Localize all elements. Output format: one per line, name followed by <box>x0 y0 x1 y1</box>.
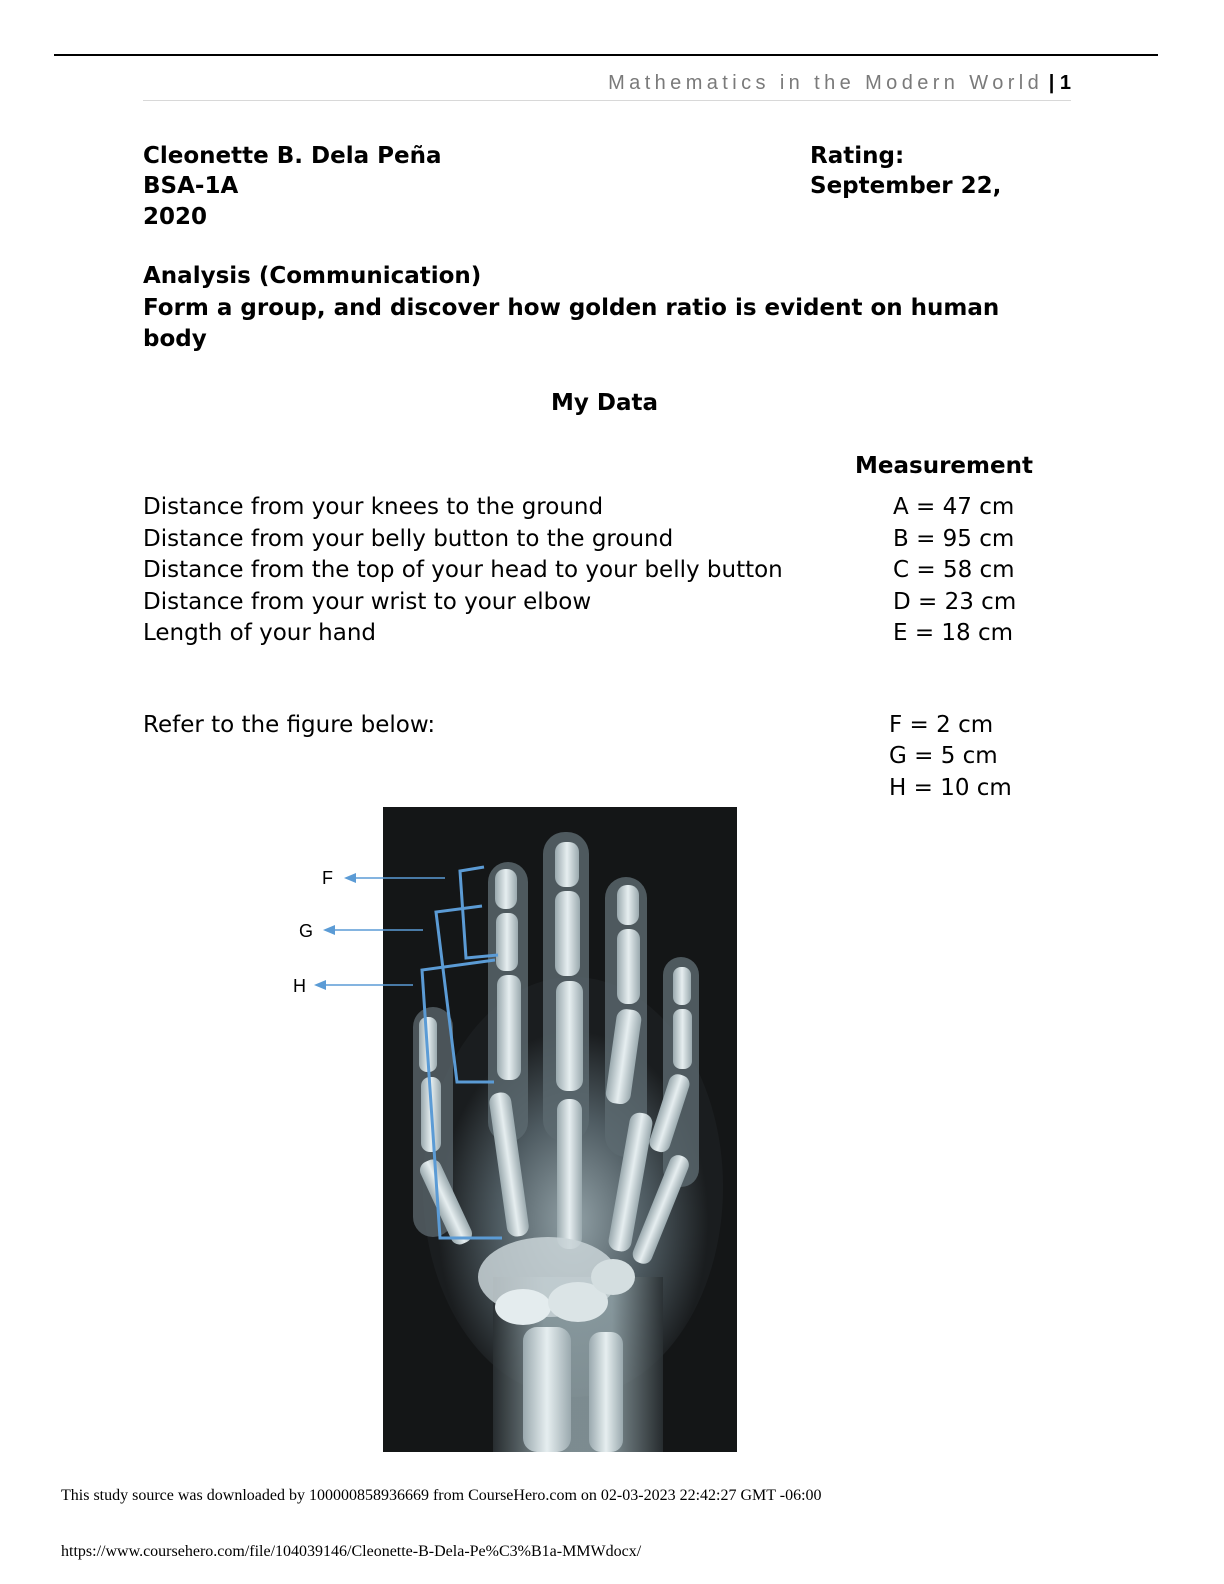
download-note: This study source was downloaded by 100000858936669 from CourseHero.com on 02-03-2023 22:42:27 GMT -06:00 <box>61 1487 822 1504</box>
figure-label-f: F <box>322 868 333 888</box>
measurement-label-e: Length of your hand <box>143 620 376 646</box>
submission-date: September 22, <box>810 173 1002 199</box>
activity-instruction-line1: Form a group, and discover how golden ratio is evident on human <box>143 295 1000 321</box>
measurement-header: Measurement <box>855 453 1033 479</box>
measurement-label-b: Distance from your belly button to the ground <box>143 526 674 552</box>
running-header: Mathematics in the Modern World | 1 <box>608 72 1071 94</box>
measurement-label-a: Distance from your knees to the ground <box>143 494 604 520</box>
measurement-value-a: A = 47 cm <box>893 494 1015 520</box>
student-name: Cleonette B. Dela Peña <box>143 143 442 169</box>
rating-label: Rating: <box>810 143 905 169</box>
figure-value-g: G = 5 cm <box>889 743 998 769</box>
activity-instruction-line2: body <box>143 326 207 352</box>
figure-label-g: G <box>299 921 314 941</box>
figure-value-h: H = 10 cm <box>889 775 1012 801</box>
top-rule <box>54 54 1158 56</box>
figure-annotations <box>290 860 500 1260</box>
student-year: 2020 <box>143 204 208 230</box>
source-url[interactable]: https://www.coursehero.com/file/104039146/Cleonette-B-Dela-Pe%C3%B1a-MMWdocx/ <box>61 1543 642 1560</box>
bracket-h <box>422 960 502 1238</box>
measurement-value-d: D = 23 cm <box>893 589 1017 615</box>
figure-value-f: F = 2 cm <box>889 712 994 738</box>
figure-prompt: Refer to the figure below: <box>143 712 436 738</box>
student-section: BSA-1A <box>143 173 239 199</box>
bracket-f <box>460 867 498 958</box>
measurement-value-b: B = 95 cm <box>893 526 1015 552</box>
data-heading: My Data <box>551 390 659 416</box>
measurement-label-d: Distance from your wrist to your elbow <box>143 589 592 615</box>
measurement-value-c: C = 58 cm <box>893 557 1015 583</box>
page-number: 1 <box>1059 72 1071 94</box>
running-title: Mathematics in the Modern World <box>608 72 1044 94</box>
figure-label-h: H <box>293 976 306 996</box>
measurement-label-c: Distance from the top of your head to your belly button <box>143 557 783 583</box>
measurement-value-e: E = 18 cm <box>893 620 1014 646</box>
header-rule <box>143 100 1071 101</box>
activity-title: Analysis (Communication) <box>143 263 482 289</box>
